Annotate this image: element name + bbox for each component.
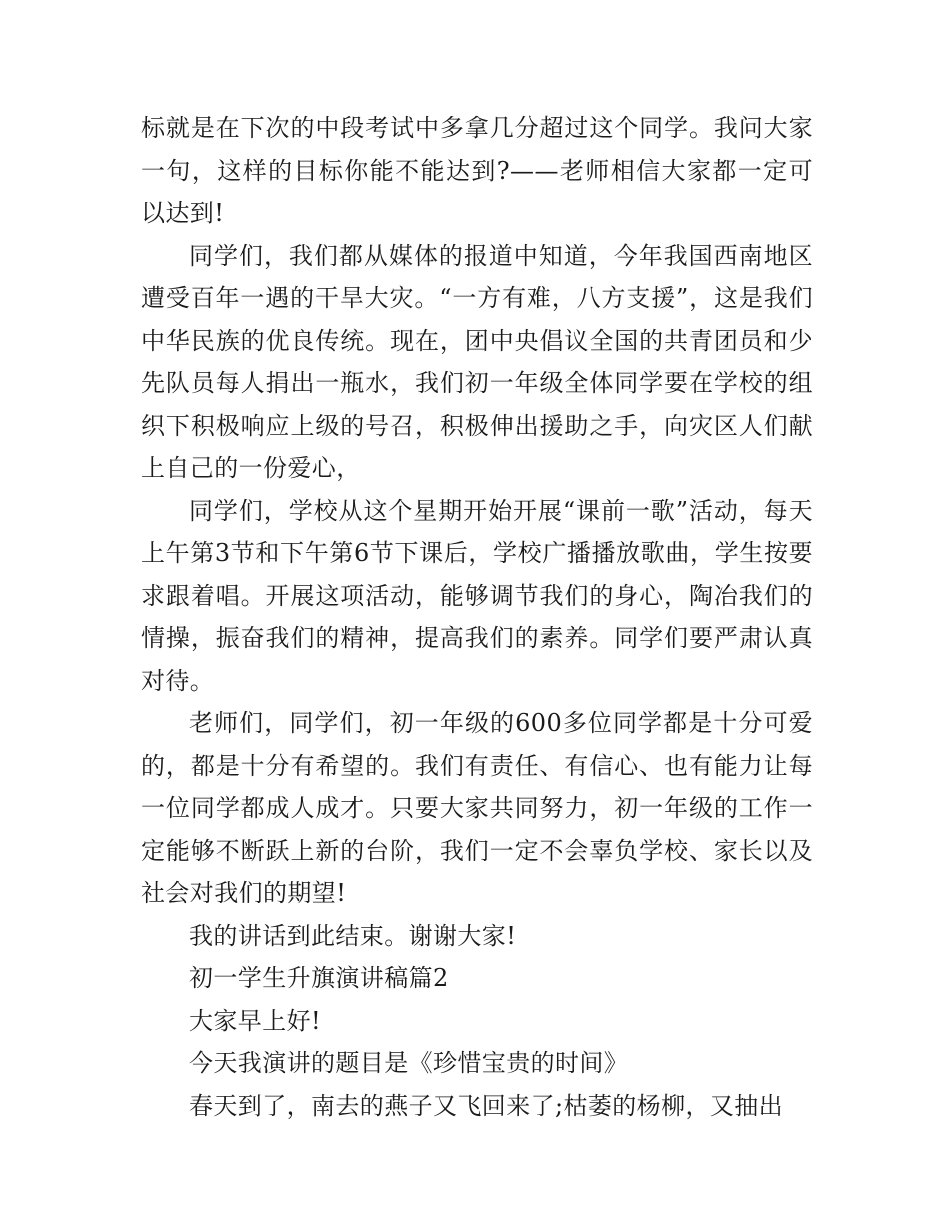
paragraph-4: 老师们，同学们，初一年级的600多位同学都是十分可爱的，都是十分有希望的。我们有责任、有信心、也有能力让每一位同学都成人成才。只要大家共同努力，初一年级的工作一定能够不断跃上新的台阶，我们一定不会辜负学校、家长以及社会对我们的期望! — [141, 709, 813, 907]
paragraph-5: 我的讲话到此结束。谢谢大家! — [189, 921, 517, 950]
paragraph-2: 同学们，我们都从媒体的报道中知道，今年我国西南地区遭受百年一遇的干旱大灾。“一方有难，八方支援”，这是我们中华民族的优良传统。现在，团中央倡议全国的共青团员和少先队员每人捐出一瓶水，我们初一年级全体同学要在学校的组织下积极响应上级的号召，积极伸出援助之手，向灾区人们献上自己的一份爱心， — [141, 241, 813, 482]
paragraph-1: 标就是在下次的中段考试中多拿几分超过这个同学。我问大家一句，这样的目标你能不能达到?——老师相信大家都一定可以达到! — [141, 114, 813, 227]
paragraph-3: 同学们，学校从这个星期开始开展“课前一歌”活动，每天上午第3节和下午第6节下课后，学校广播播放歌曲，学生按要求跟着唱。开展这项活动，能够调节我们的身心，陶冶我们的情操，振奋我们的精神，提高我们的素养。同学们要严肃认真对待。 — [141, 496, 813, 695]
section-heading: 初一学生升旗演讲稿篇2 — [189, 964, 449, 992]
document-body — [141, 107, 813, 1127]
paragraph-8: 今天我演讲的题目是《珍惜宝贵的时间》 — [189, 1049, 629, 1077]
paragraph-9: 春天到了，南去的燕子又飞回来了;枯萎的杨柳，又抽出 — [189, 1091, 784, 1120]
paragraph-7: 大家早上好! — [189, 1006, 322, 1035]
